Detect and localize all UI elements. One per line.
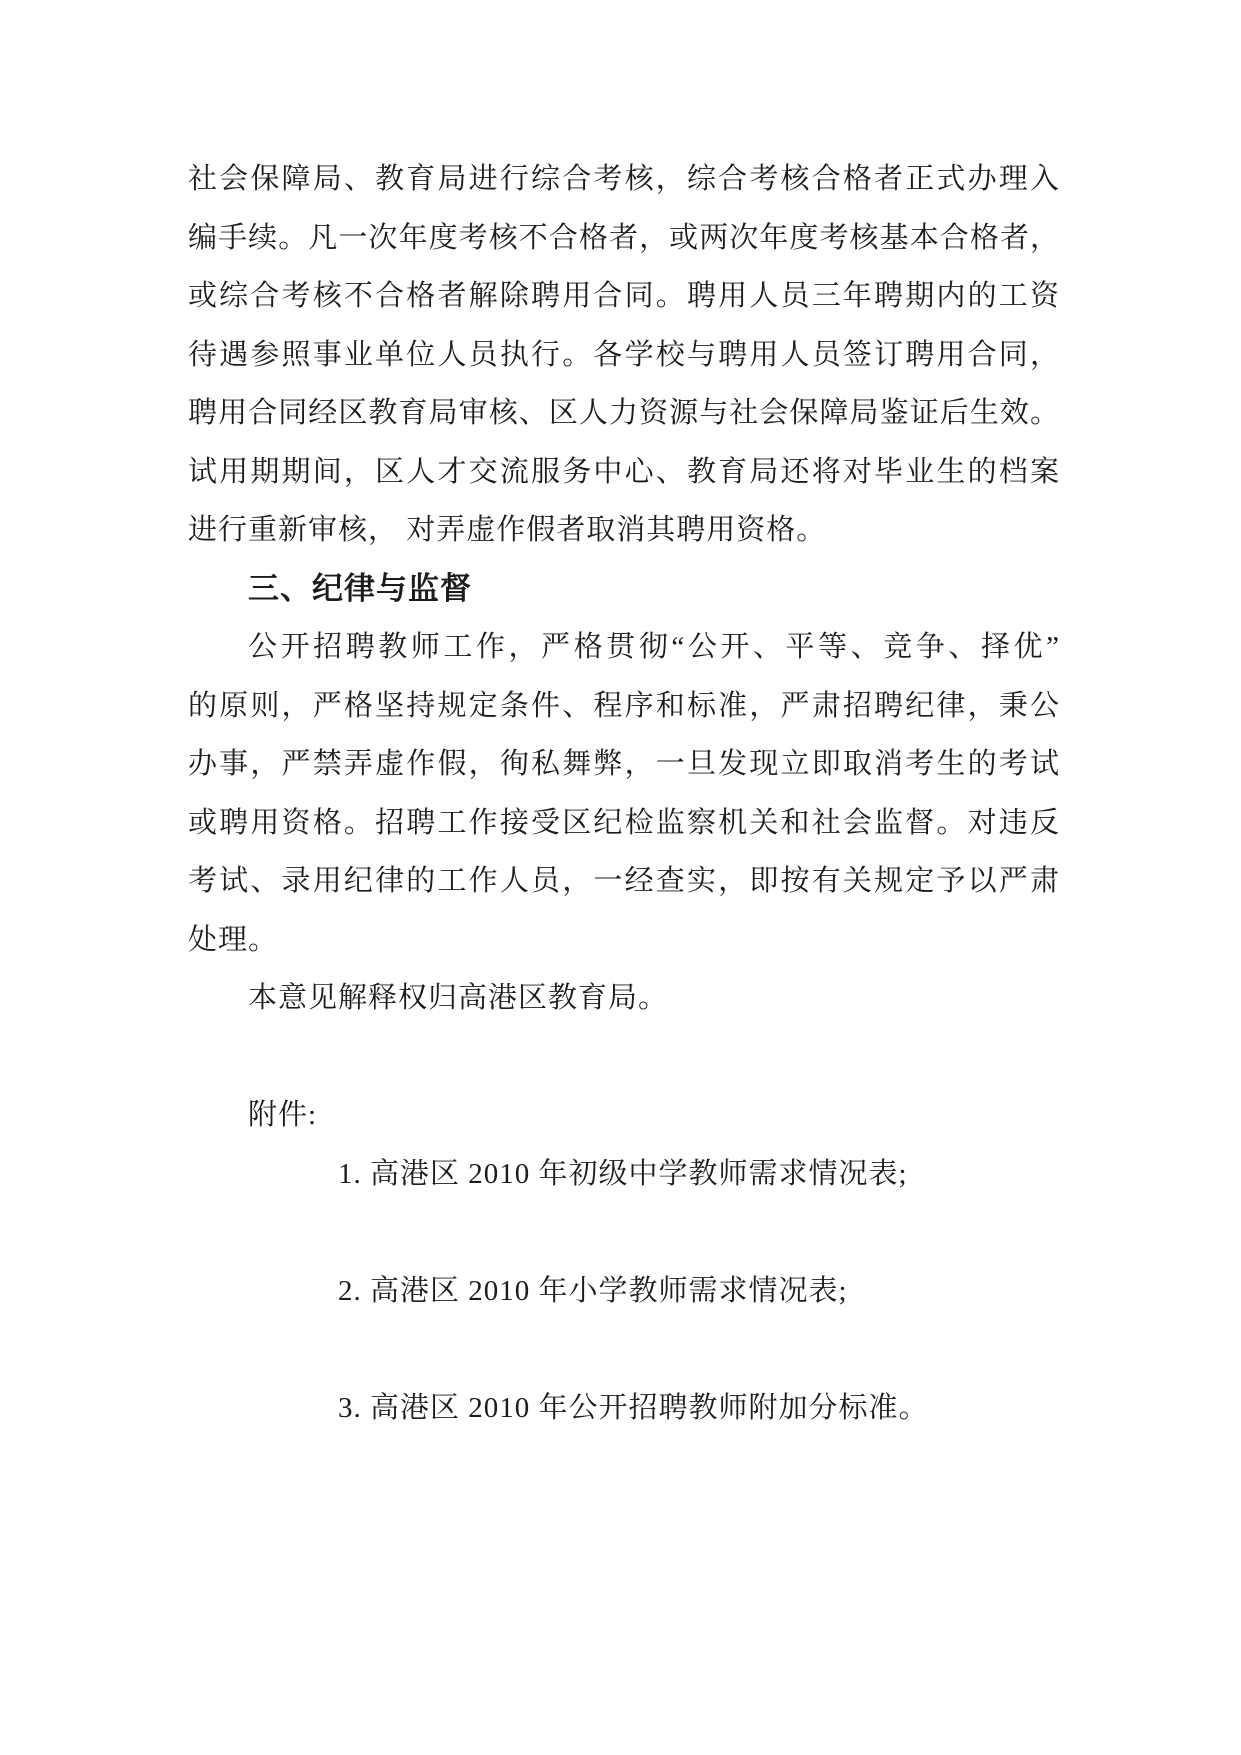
section-heading-text: 三、纪律与监督: [248, 570, 472, 606]
body-text-line: 办事，严禁弄虚作假，徇私舞弊，一旦发现立即取消考生的考试: [188, 748, 1060, 780]
closing-statement-text: 本意见解释权归高港区教育局。: [248, 982, 669, 1014]
closing-statement: [188, 969, 1060, 1028]
document-text-block: [188, 150, 1060, 1437]
body-text-line: 公开招聘教师工作，严格贯彻“公开、平等、竞争、择优”: [248, 631, 1060, 663]
body-text-line: 或聘用资格。招聘工作接受区纪检监察机关和社会监督。对违反: [188, 806, 1060, 839]
body-text-line: 进行重新审核， 对弄虚作假者取消其聘用资格。: [188, 514, 827, 546]
attachment-item: 2. 高港区 2010 年小学教师需求情况表;: [338, 1274, 848, 1307]
attachment-item: 3. 高港区 2010 年公开招聘教师附加分标准。: [338, 1391, 929, 1424]
section-heading-discipline-supervision: [188, 560, 1060, 619]
body-text-line: 编手续。凡一次年度考核不合格者，或两次年度考核基本合格者，: [188, 221, 1060, 254]
attachments-label: [188, 1086, 1060, 1145]
body-text-line: 考试、录用纪律的工作人员，一经查实，即按有关规定予以严肃: [188, 865, 1060, 897]
body-text-line: 聘用合同经区教育局审核、区人力资源与社会保障局鉴证后生效。: [188, 397, 1060, 429]
body-text-line: 处理。: [188, 923, 279, 956]
paragraph-employment-continuation: [188, 150, 1060, 560]
attachment-item: 1. 高港区 2010 年初级中学教师需求情况表;: [338, 1157, 908, 1190]
body-text-line: 的原则，严格坚持规定条件、程序和标准，严肃招聘纪律，秉公: [188, 689, 1060, 722]
body-text-line: 试用期期间，区人才交流服务中心、教育局还将对毕业生的档案: [188, 455, 1060, 488]
body-text-line: 社会保障局、教育局进行综合考核，综合考核合格者正式办理入: [188, 163, 1060, 195]
body-text-line: 或综合考核不合格者解除聘用合同。聘用人员三年聘期内的工资: [188, 280, 1060, 312]
attachments-list: [188, 1145, 1060, 1438]
paragraph-discipline-supervision: [188, 618, 1060, 969]
body-text-line: 待遇参照事业单位人员执行。各学校与聘用人员签订聘用合同，: [188, 338, 1060, 371]
attachments-label-text: 附件:: [248, 1099, 318, 1131]
